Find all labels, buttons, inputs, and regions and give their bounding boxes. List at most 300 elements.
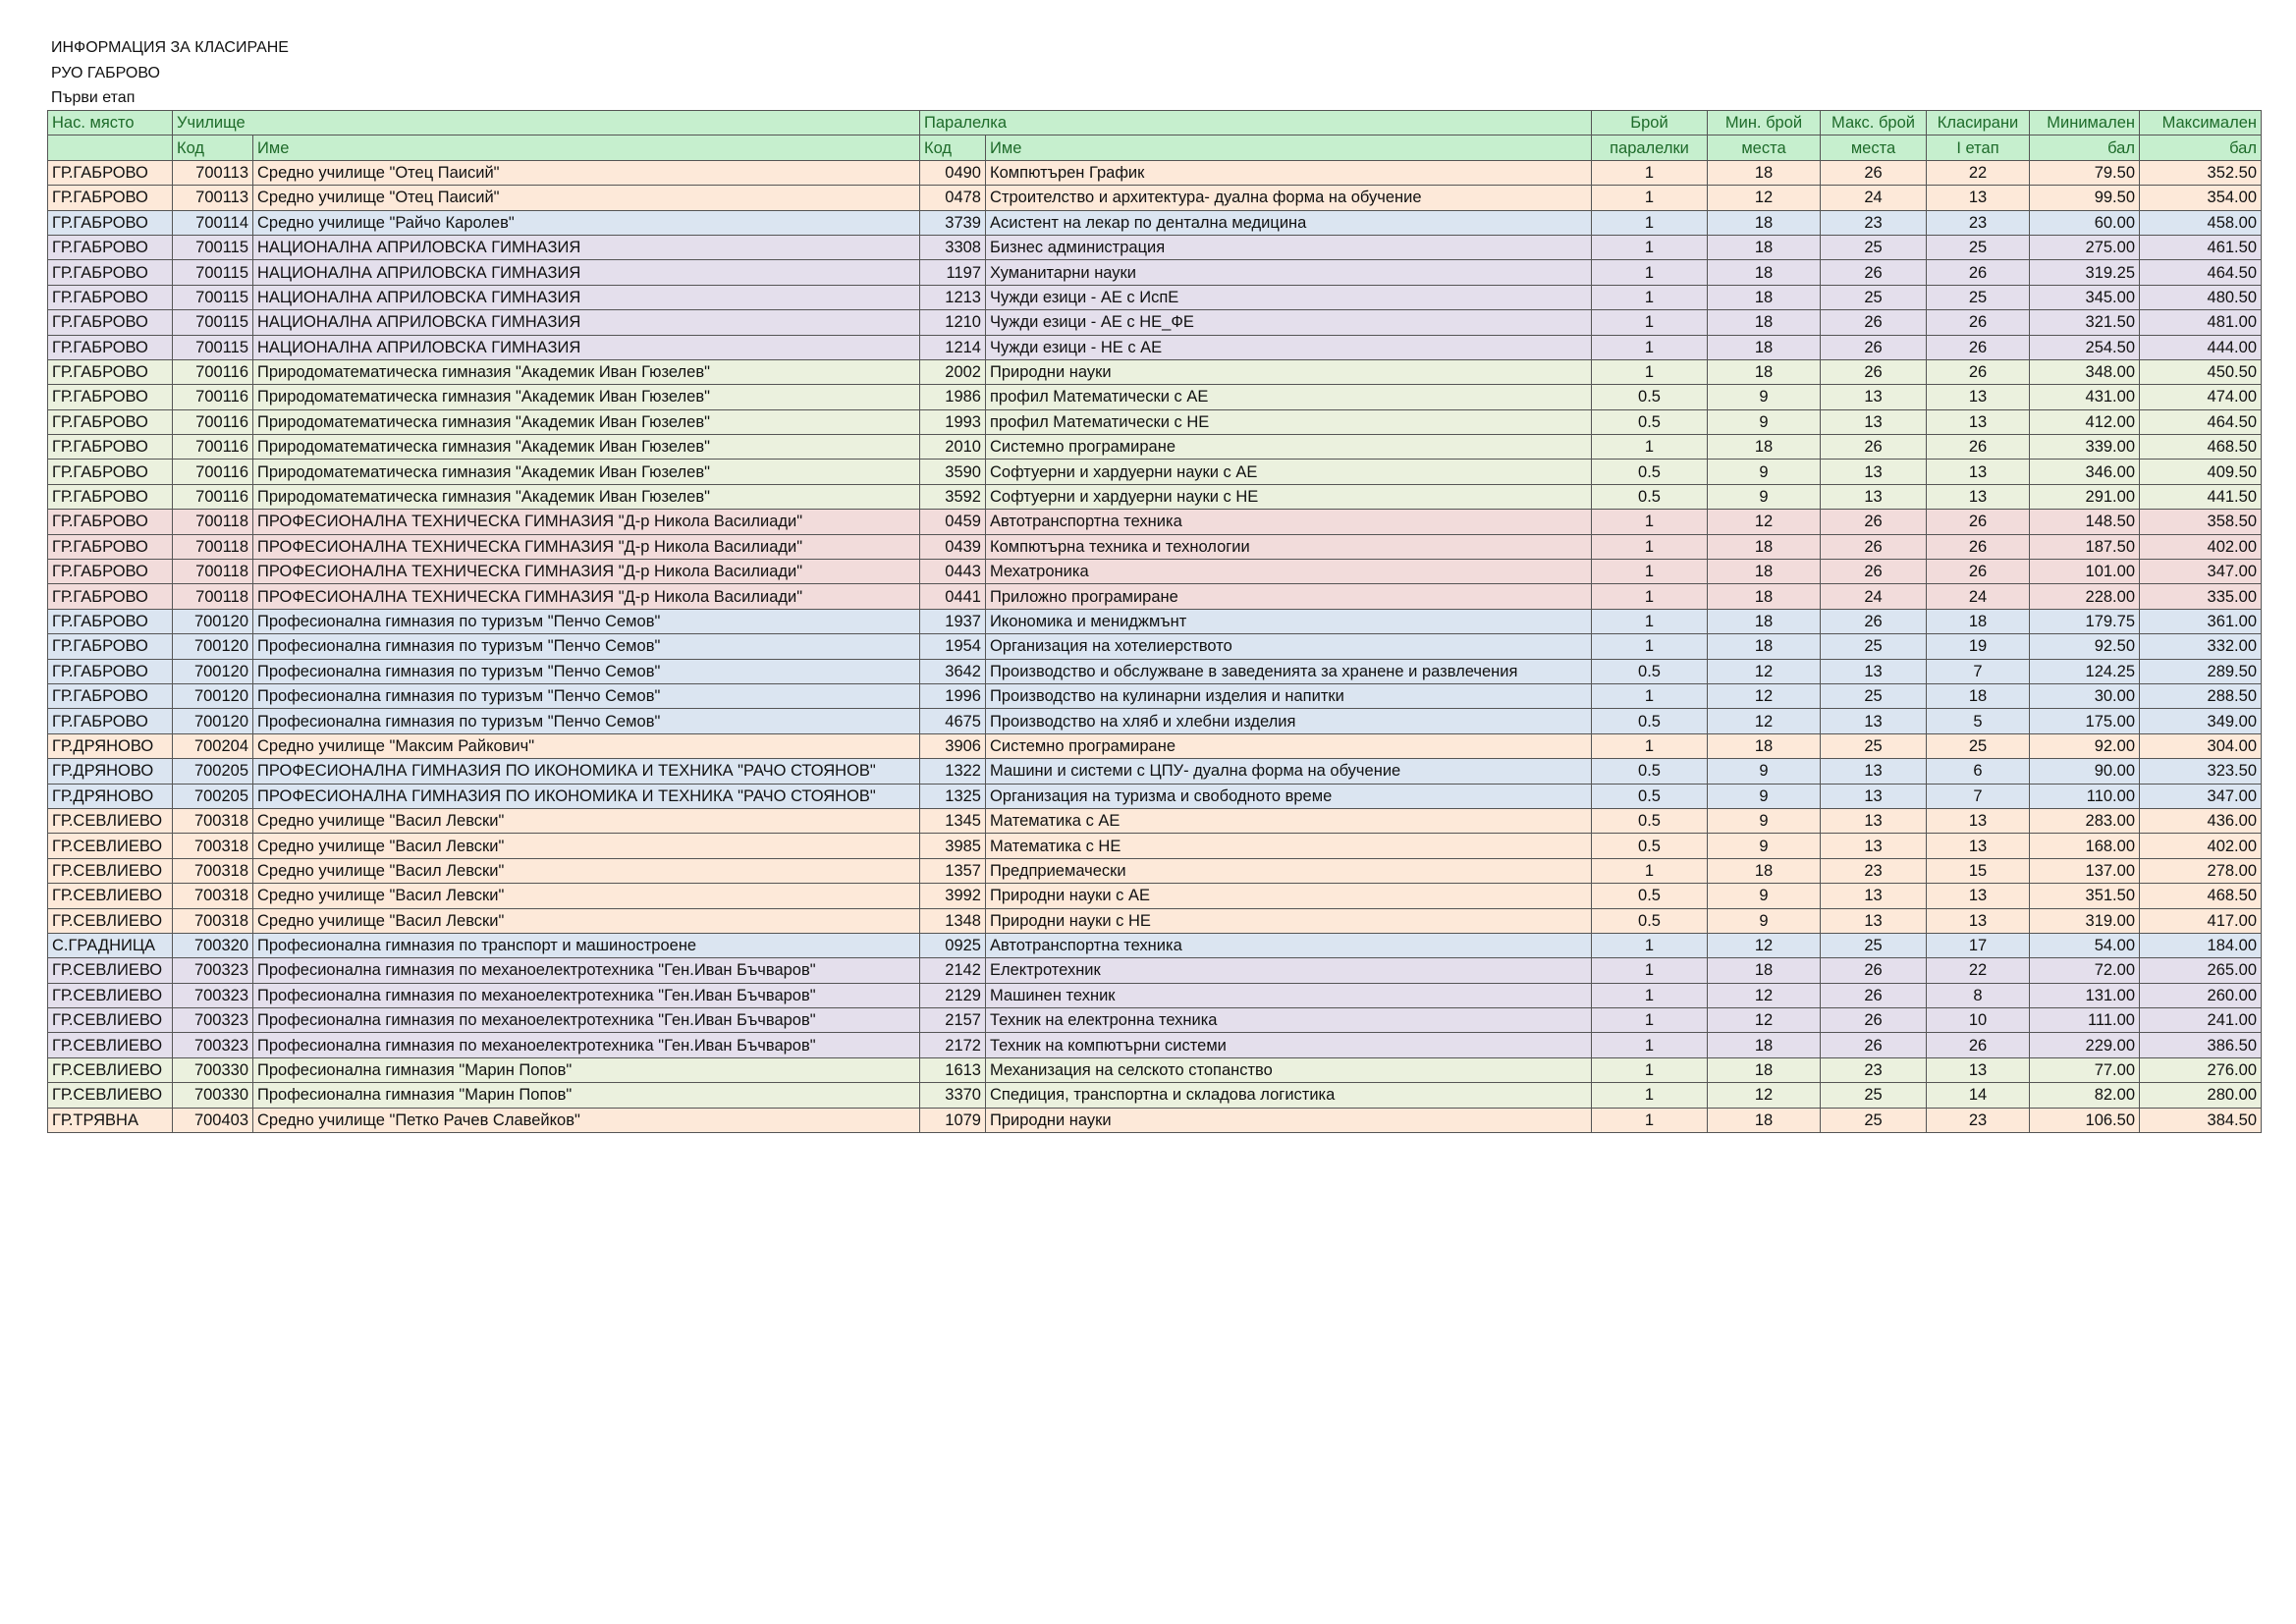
table-row	[48, 510, 2262, 534]
cell-school-code: 700318	[173, 808, 253, 833]
cell-ranked: 13	[1927, 884, 2030, 908]
col-min-header: Мин. брой	[1708, 111, 1821, 135]
cell-class-code: 2142	[920, 958, 986, 983]
cell-max-score: 441.50	[2140, 484, 2262, 509]
cell-count: 1	[1592, 235, 1708, 259]
cell-place: ГР.ГАБРОВО	[48, 285, 173, 309]
cell-ranked: 15	[1927, 858, 2030, 883]
cell-place: ГР.ГАБРОВО	[48, 534, 173, 559]
cell-class-code: 4675	[920, 709, 986, 733]
header-row-1	[48, 111, 2262, 135]
cell-max-score: 464.50	[2140, 260, 2262, 285]
header-row-2	[48, 135, 2262, 160]
cell-ranked: 25	[1927, 285, 2030, 309]
cell-class-name: Предприемачески	[986, 858, 1592, 883]
cell-max-places: 26	[1821, 510, 1927, 534]
cell-class-name: Компютърна техника и технологии	[986, 534, 1592, 559]
cell-ranked: 13	[1927, 484, 2030, 509]
cell-count: 1	[1592, 1033, 1708, 1057]
cell-min-places: 18	[1708, 560, 1821, 584]
table-row	[48, 1108, 2262, 1132]
cell-school-code: 700320	[173, 933, 253, 957]
cell-school-name: Професионална гимназия по механоелектротехника "Ген.Иван Бъчваров"	[253, 958, 920, 983]
cell-min-score: 254.50	[2030, 335, 2140, 359]
cell-ranked: 18	[1927, 609, 2030, 633]
cell-ranked: 13	[1927, 460, 2030, 484]
cell-school-name: Природоматематическа гимназия "Академик Иван Гюзелев"	[253, 435, 920, 460]
cell-max-places: 13	[1821, 385, 1927, 409]
cell-place: ГР.ГАБРОВО	[48, 186, 173, 210]
cell-max-score: 347.00	[2140, 784, 2262, 808]
cell-class-name: Автотранспортна техника	[986, 933, 1592, 957]
cell-class-code: 0925	[920, 933, 986, 957]
cell-class-code: 3370	[920, 1083, 986, 1108]
cell-class-name: Строителство и архитектура- дуална форма на обучение	[986, 186, 1592, 210]
cell-class-code: 1345	[920, 808, 986, 833]
cell-ranked: 7	[1927, 659, 2030, 683]
cell-count: 0.5	[1592, 484, 1708, 509]
table-row	[48, 260, 2262, 285]
cell-max-score: 323.50	[2140, 759, 2262, 784]
cell-max-places: 23	[1821, 1057, 1927, 1082]
cell-school-name: Професионална гимназия по транспорт и машиностроене	[253, 933, 920, 957]
col-max-header: Макс. брой	[1821, 111, 1927, 135]
cell-min-score: 175.00	[2030, 709, 2140, 733]
cell-place: ГР.ГАБРОВО	[48, 659, 173, 683]
cell-class-code: 3739	[920, 210, 986, 235]
col-count-header: Брой	[1592, 111, 1708, 135]
table-row	[48, 884, 2262, 908]
cell-min-score: 79.50	[2030, 160, 2140, 185]
cell-min-score: 77.00	[2030, 1057, 2140, 1082]
cell-max-score: 358.50	[2140, 510, 2262, 534]
cell-count: 1	[1592, 560, 1708, 584]
cell-min-places: 9	[1708, 884, 1821, 908]
cell-min-places: 18	[1708, 1108, 1821, 1132]
cell-count: 1	[1592, 733, 1708, 758]
col-min-subheader: места	[1708, 135, 1821, 160]
cell-class-code: 2172	[920, 1033, 986, 1057]
cell-min-score: 431.00	[2030, 385, 2140, 409]
cell-min-score: 106.50	[2030, 1108, 2140, 1132]
cell-class-name: Софтуерни и хардуерни науки с АЕ	[986, 460, 1592, 484]
cell-min-places: 18	[1708, 858, 1821, 883]
cell-place: ГР.ГАБРОВО	[48, 584, 173, 609]
cell-min-places: 9	[1708, 409, 1821, 434]
cell-min-score: 228.00	[2030, 584, 2140, 609]
cell-place: ГР.ГАБРОВО	[48, 160, 173, 185]
cell-ranked: 14	[1927, 1083, 2030, 1108]
cell-place: ГР.ГАБРОВО	[48, 385, 173, 409]
cell-school-code: 700120	[173, 634, 253, 659]
cell-school-code: 700330	[173, 1083, 253, 1108]
cell-min-score: 345.00	[2030, 285, 2140, 309]
cell-class-name: Математика с НЕ	[986, 834, 1592, 858]
cell-school-name: Природоматематическа гимназия "Академик Иван Гюзелев"	[253, 484, 920, 509]
cell-class-name: Организация на хотелиерството	[986, 634, 1592, 659]
cell-max-places: 13	[1821, 784, 1927, 808]
col-class-code-header: Код	[920, 135, 986, 160]
cell-ranked: 13	[1927, 409, 2030, 434]
cell-school-code: 700116	[173, 484, 253, 509]
cell-ranked: 13	[1927, 385, 2030, 409]
cell-count: 1	[1592, 186, 1708, 210]
cell-max-places: 13	[1821, 484, 1927, 509]
cell-class-code: 1325	[920, 784, 986, 808]
cell-min-places: 18	[1708, 235, 1821, 259]
cell-min-score: 319.25	[2030, 260, 2140, 285]
cell-school-name: ПРОФЕСИОНАЛНА ТЕХНИЧЕСКА ГИМНАЗИЯ "Д-р Никола Василиади"	[253, 534, 920, 559]
cell-school-code: 700118	[173, 584, 253, 609]
table-row	[48, 385, 2262, 409]
cell-class-name: Математика с АЕ	[986, 808, 1592, 833]
table-row	[48, 1083, 2262, 1108]
cell-min-score: 179.75	[2030, 609, 2140, 633]
cell-max-score: 241.00	[2140, 1008, 2262, 1033]
cell-count: 1	[1592, 534, 1708, 559]
cell-place: ГР.ГАБРОВО	[48, 310, 173, 335]
cell-school-code: 700113	[173, 160, 253, 185]
cell-place: ГР.ГАБРОВО	[48, 709, 173, 733]
cell-school-name: Природоматематическа гимназия "Академик Иван Гюзелев"	[253, 359, 920, 384]
table-row	[48, 210, 2262, 235]
cell-ranked: 7	[1927, 784, 2030, 808]
cell-ranked: 26	[1927, 260, 2030, 285]
cell-class-code: 3592	[920, 484, 986, 509]
cell-school-code: 700118	[173, 510, 253, 534]
cell-school-code: 700115	[173, 260, 253, 285]
cell-min-places: 18	[1708, 733, 1821, 758]
cell-min-places: 9	[1708, 484, 1821, 509]
cell-ranked: 23	[1927, 1108, 2030, 1132]
cell-class-code: 0478	[920, 186, 986, 210]
cell-count: 1	[1592, 933, 1708, 957]
cell-max-score: 276.00	[2140, 1057, 2262, 1082]
cell-max-places: 25	[1821, 634, 1927, 659]
cell-class-code: 0441	[920, 584, 986, 609]
table-row	[48, 759, 2262, 784]
cell-school-name: Професионална гимназия "Марин Попов"	[253, 1057, 920, 1082]
cell-min-score: 110.00	[2030, 784, 2140, 808]
cell-school-code: 700318	[173, 884, 253, 908]
cell-max-score: 481.00	[2140, 310, 2262, 335]
cell-class-name: профил Математически с НЕ	[986, 409, 1592, 434]
cell-class-name: Автотранспортна техника	[986, 510, 1592, 534]
cell-min-score: 90.00	[2030, 759, 2140, 784]
cell-max-places: 25	[1821, 933, 1927, 957]
cell-place: ГР.СЕВЛИЕВО	[48, 858, 173, 883]
cell-min-score: 60.00	[2030, 210, 2140, 235]
table-row	[48, 634, 2262, 659]
cell-school-name: НАЦИОНАЛНА АПРИЛОВСКА ГИМНАЗИЯ	[253, 310, 920, 335]
cell-class-code: 0439	[920, 534, 986, 559]
cell-min-score: 351.50	[2030, 884, 2140, 908]
cell-count: 1	[1592, 510, 1708, 534]
cell-count: 1	[1592, 260, 1708, 285]
cell-max-places: 24	[1821, 584, 1927, 609]
cell-max-places: 26	[1821, 560, 1927, 584]
cell-ranked: 13	[1927, 808, 2030, 833]
cell-class-name: Природни науки	[986, 359, 1592, 384]
cell-count: 1	[1592, 1083, 1708, 1108]
col-minscore-subheader: бал	[2030, 135, 2140, 160]
cell-min-places: 12	[1708, 683, 1821, 708]
cell-min-score: 30.00	[2030, 683, 2140, 708]
cell-max-score: 450.50	[2140, 359, 2262, 384]
cell-max-score: 417.00	[2140, 908, 2262, 933]
cell-max-places: 23	[1821, 210, 1927, 235]
cell-max-places: 24	[1821, 186, 1927, 210]
cell-ranked: 22	[1927, 160, 2030, 185]
cell-school-name: Средно училище "Васил Левски"	[253, 808, 920, 833]
cell-school-name: Природоматематическа гимназия "Академик Иван Гюзелев"	[253, 385, 920, 409]
cell-min-score: 187.50	[2030, 534, 2140, 559]
cell-place: ГР.ГАБРОВО	[48, 560, 173, 584]
cell-school-code: 700114	[173, 210, 253, 235]
cell-place: ГР.СЕВЛИЕВО	[48, 834, 173, 858]
cell-place: ГР.ГАБРОВО	[48, 634, 173, 659]
cell-class-code: 1357	[920, 858, 986, 883]
cell-count: 0.5	[1592, 908, 1708, 933]
cell-max-places: 25	[1821, 1108, 1927, 1132]
cell-school-name: Професионална гимназия по туризъм "Пенчо Семов"	[253, 659, 920, 683]
cell-min-score: 319.00	[2030, 908, 2140, 933]
cell-max-places: 25	[1821, 733, 1927, 758]
cell-place: ГР.ГАБРОВО	[48, 235, 173, 259]
cell-min-score: 148.50	[2030, 510, 2140, 534]
cell-class-code: 1197	[920, 260, 986, 285]
cell-max-score: 468.50	[2140, 884, 2262, 908]
cell-school-code: 700115	[173, 310, 253, 335]
cell-place: ГР.ГАБРОВО	[48, 510, 173, 534]
cell-max-score: 361.00	[2140, 609, 2262, 633]
cell-place: ГР.ГАБРОВО	[48, 359, 173, 384]
cell-count: 1	[1592, 958, 1708, 983]
cell-school-name: Професионална гимназия по туризъм "Пенчо Семов"	[253, 683, 920, 708]
cell-class-code: 3985	[920, 834, 986, 858]
cell-place: ГР.СЕВЛИЕВО	[48, 1033, 173, 1057]
cell-max-score: 265.00	[2140, 958, 2262, 983]
cell-class-name: Мехатроника	[986, 560, 1592, 584]
cell-place: ГР.ДРЯНОВО	[48, 733, 173, 758]
cell-max-score: 332.00	[2140, 634, 2262, 659]
cell-min-places: 12	[1708, 709, 1821, 733]
cell-school-code: 700120	[173, 709, 253, 733]
cell-max-score: 464.50	[2140, 409, 2262, 434]
cell-max-score: 402.00	[2140, 534, 2262, 559]
cell-class-code: 1214	[920, 335, 986, 359]
cell-max-score: 260.00	[2140, 983, 2262, 1007]
cell-place: ГР.СЕВЛИЕВО	[48, 1057, 173, 1082]
cell-class-code: 1210	[920, 310, 986, 335]
cell-min-places: 18	[1708, 359, 1821, 384]
cell-count: 1	[1592, 359, 1708, 384]
cell-place: ГР.ГАБРОВО	[48, 683, 173, 708]
cell-class-code: 2157	[920, 1008, 986, 1033]
cell-class-code: 2002	[920, 359, 986, 384]
ranking-table	[47, 110, 2262, 1133]
table-row	[48, 659, 2262, 683]
cell-school-name: ПРОФЕСИОНАЛНА ТЕХНИЧЕСКА ГИМНАЗИЯ "Д-р Никола Василиади"	[253, 510, 920, 534]
table-row	[48, 359, 2262, 384]
cell-count: 1	[1592, 1057, 1708, 1082]
cell-max-places: 23	[1821, 858, 1927, 883]
cell-min-places: 12	[1708, 510, 1821, 534]
cell-min-places: 18	[1708, 260, 1821, 285]
cell-max-places: 25	[1821, 235, 1927, 259]
cell-school-name: Средно училище "Петко Рачев Славейков"	[253, 1108, 920, 1132]
cell-class-name: Техник на електронна техника	[986, 1008, 1592, 1033]
cell-ranked: 25	[1927, 235, 2030, 259]
cell-max-places: 26	[1821, 435, 1927, 460]
table-row	[48, 858, 2262, 883]
cell-class-name: Системно програмиране	[986, 435, 1592, 460]
cell-min-score: 346.00	[2030, 460, 2140, 484]
cell-school-name: Професионална гимназия по туризъм "Пенчо Семов"	[253, 609, 920, 633]
cell-class-name: Природни науки	[986, 1108, 1592, 1132]
cell-min-score: 82.00	[2030, 1083, 2140, 1108]
cell-school-name: НАЦИОНАЛНА АПРИЛОВСКА ГИМНАЗИЯ	[253, 335, 920, 359]
table-row	[48, 834, 2262, 858]
cell-class-code: 1322	[920, 759, 986, 784]
table-row	[48, 560, 2262, 584]
cell-class-name: Компютърен График	[986, 160, 1592, 185]
cell-ranked: 22	[1927, 958, 2030, 983]
table-row	[48, 709, 2262, 733]
document-subtitle: РУО ГАБРОВО	[51, 64, 160, 81]
cell-place: ГР.СЕВЛИЕВО	[48, 908, 173, 933]
document-header	[51, 35, 289, 111]
cell-max-places: 26	[1821, 310, 1927, 335]
cell-min-score: 283.00	[2030, 808, 2140, 833]
cell-count: 1	[1592, 858, 1708, 883]
cell-school-code: 700323	[173, 1008, 253, 1033]
cell-ranked: 26	[1927, 359, 2030, 384]
col-school-name-header: Име	[253, 135, 920, 160]
cell-ranked: 6	[1927, 759, 2030, 784]
table-row	[48, 784, 2262, 808]
cell-place: С.ГРАДНИЦА	[48, 933, 173, 957]
cell-count: 1	[1592, 285, 1708, 309]
cell-max-places: 26	[1821, 609, 1927, 633]
cell-max-places: 26	[1821, 160, 1927, 185]
cell-min-score: 72.00	[2030, 958, 2140, 983]
cell-min-score: 348.00	[2030, 359, 2140, 384]
cell-min-score: 92.50	[2030, 634, 2140, 659]
cell-max-places: 25	[1821, 1083, 1927, 1108]
cell-place: ГР.СЕВЛИЕВО	[48, 958, 173, 983]
cell-place: ГР.ДРЯНОВО	[48, 784, 173, 808]
cell-count: 0.5	[1592, 884, 1708, 908]
cell-class-name: Машини и системи с ЦПУ- дуална форма на обучение	[986, 759, 1592, 784]
table-row	[48, 235, 2262, 259]
table-row	[48, 285, 2262, 309]
cell-min-score: 99.50	[2030, 186, 2140, 210]
cell-ranked: 26	[1927, 1033, 2030, 1057]
cell-max-score: 468.50	[2140, 435, 2262, 460]
table-row	[48, 1057, 2262, 1082]
cell-max-score: 436.00	[2140, 808, 2262, 833]
cell-min-places: 12	[1708, 983, 1821, 1007]
cell-class-name: Производство на кулинарни изделия и напитки	[986, 683, 1592, 708]
document-title: ИНФОРМАЦИЯ ЗА КЛАСИРАНЕ	[51, 39, 289, 56]
cell-class-code: 0459	[920, 510, 986, 534]
cell-school-name: Професионална гимназия по механоелектротехника "Ген.Иван Бъчваров"	[253, 1033, 920, 1057]
cell-class-code: 0443	[920, 560, 986, 584]
cell-count: 1	[1592, 435, 1708, 460]
col-max-subheader: места	[1821, 135, 1927, 160]
cell-max-places: 26	[1821, 260, 1927, 285]
cell-school-code: 700116	[173, 435, 253, 460]
cell-max-score: 288.50	[2140, 683, 2262, 708]
cell-min-places: 12	[1708, 933, 1821, 957]
cell-class-code: 1993	[920, 409, 986, 434]
cell-ranked: 10	[1927, 1008, 2030, 1033]
cell-count: 1	[1592, 210, 1708, 235]
cell-min-score: 291.00	[2030, 484, 2140, 509]
cell-count: 0.5	[1592, 659, 1708, 683]
cell-class-name: Приложно програмиране	[986, 584, 1592, 609]
table-row	[48, 958, 2262, 983]
col-class-header: Паралелка	[920, 111, 1592, 135]
cell-max-places: 13	[1821, 709, 1927, 733]
cell-min-places: 18	[1708, 335, 1821, 359]
cell-min-score: 101.00	[2030, 560, 2140, 584]
cell-class-name: Чужди езици - НЕ с АЕ	[986, 335, 1592, 359]
cell-min-score: 321.50	[2030, 310, 2140, 335]
cell-max-places: 13	[1821, 409, 1927, 434]
cell-ranked: 26	[1927, 510, 2030, 534]
cell-max-score: 289.50	[2140, 659, 2262, 683]
col-school-header: Училище	[173, 111, 920, 135]
cell-min-score: 168.00	[2030, 834, 2140, 858]
cell-school-code: 700118	[173, 560, 253, 584]
col-maxscore-header: Максимален	[2140, 111, 2262, 135]
cell-class-name: Чужди езици - АЕ с НЕ_ФЕ	[986, 310, 1592, 335]
cell-max-score: 304.00	[2140, 733, 2262, 758]
cell-school-code: 700120	[173, 659, 253, 683]
cell-count: 0.5	[1592, 834, 1708, 858]
cell-place: ГР.ГАБРОВО	[48, 335, 173, 359]
cell-count: 1	[1592, 609, 1708, 633]
cell-school-name: ПРОФЕСИОНАЛНА ГИМНАЗИЯ ПО ИКОНОМИКА И ТЕХНИКА "РАЧО СТОЯНОВ"	[253, 784, 920, 808]
cell-class-code: 1213	[920, 285, 986, 309]
cell-school-code: 700116	[173, 460, 253, 484]
cell-school-name: Средно училище "Райчо Каролев"	[253, 210, 920, 235]
cell-ranked: 23	[1927, 210, 2030, 235]
cell-count: 1	[1592, 160, 1708, 185]
cell-school-code: 700403	[173, 1108, 253, 1132]
cell-school-name: Професионална гимназия "Марин Попов"	[253, 1083, 920, 1108]
table-row	[48, 435, 2262, 460]
cell-class-name: Електротехник	[986, 958, 1592, 983]
table-row	[48, 733, 2262, 758]
cell-max-places: 13	[1821, 808, 1927, 833]
cell-min-score: 137.00	[2030, 858, 2140, 883]
cell-school-name: Професионална гимназия по туризъм "Пенчо Семов"	[253, 709, 920, 733]
cell-school-name: Средно училище "Васил Левски"	[253, 908, 920, 933]
cell-min-places: 18	[1708, 584, 1821, 609]
cell-school-name: Природоматематическа гимназия "Академик Иван Гюзелев"	[253, 409, 920, 434]
cell-school-code: 700318	[173, 858, 253, 883]
document-stage: Първи етап	[51, 89, 136, 106]
cell-place: ГР.ТРЯВНА	[48, 1108, 173, 1132]
cell-class-code: 1079	[920, 1108, 986, 1132]
cell-max-score: 280.00	[2140, 1083, 2262, 1108]
cell-class-code: 2129	[920, 983, 986, 1007]
cell-school-code: 700113	[173, 186, 253, 210]
cell-min-places: 18	[1708, 1033, 1821, 1057]
